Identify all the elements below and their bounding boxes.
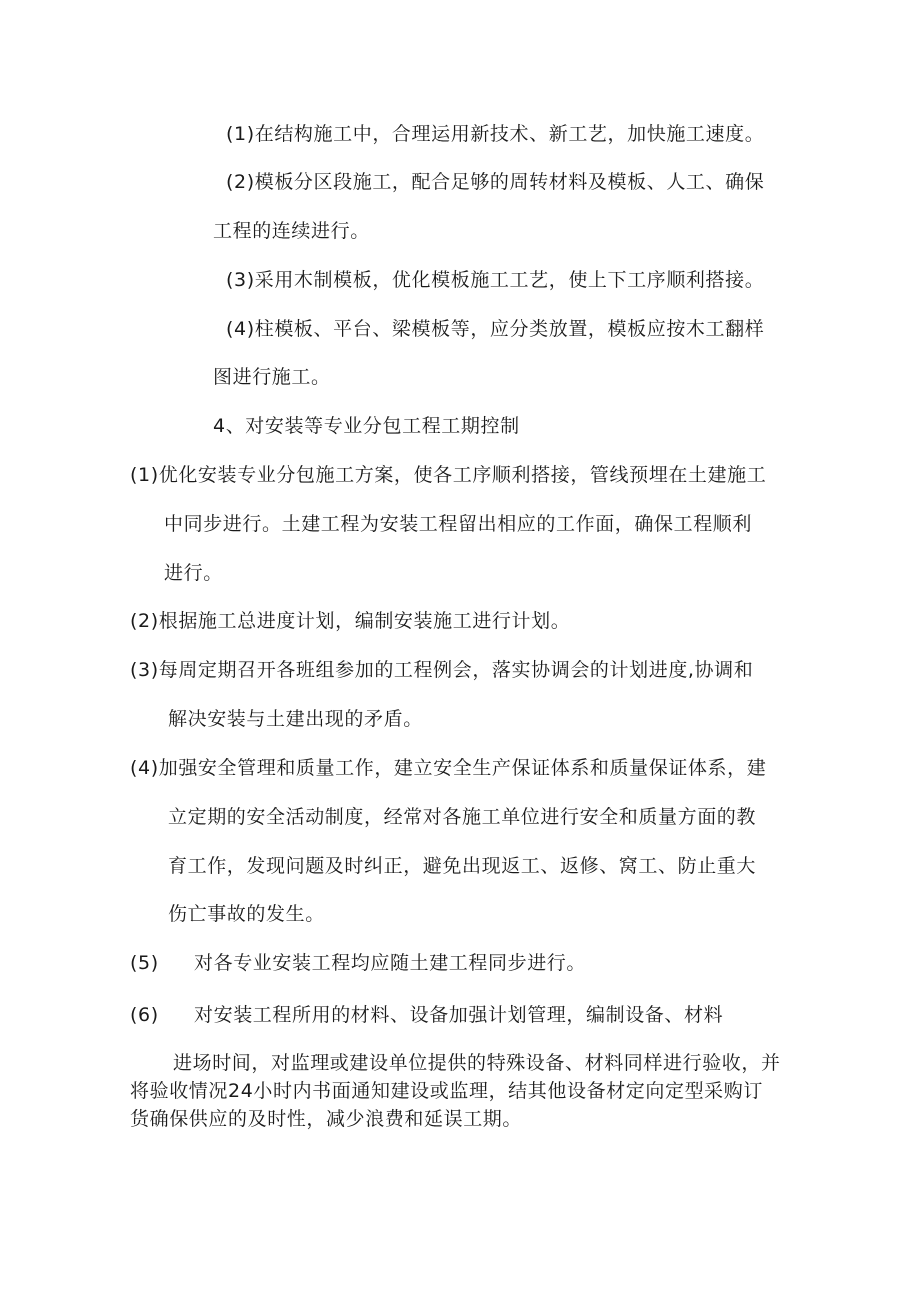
- text-line: (4)加强安全管理和质量工作，建立安全生产保证体系和质量保证体系，建: [130, 757, 767, 779]
- text-line: (4)柱模板、平台、梁模板等，应分类放置，模板应按木工翻样: [226, 318, 765, 340]
- text-line: (1)优化安装专业分包施工方案，使各工序顺利搭接，管线预埋在土建施工: [130, 464, 767, 486]
- text-line: 图进行施工。: [213, 366, 331, 388]
- text-line: 对各专业安装工程均应随土建工程同步进行。: [194, 952, 587, 974]
- text-line: 中同步进行。土建工程为安装工程留出相应的工作面，确保工程顺利: [164, 513, 753, 535]
- text-line: 对安装工程所用的材料、设备加强计划管理，编制设备、材料: [194, 1004, 724, 1026]
- text-line: 将验收情况24小时内书面通知建设或监理，结其他设备材定向定型采购订: [130, 1080, 763, 1102]
- text-line: (1)在结构施工中，合理运用新技术、新工艺，加快施工速度。: [226, 123, 765, 145]
- text-line: (2)模板分区段施工，配合足够的周转材料及模板、人工、确保: [226, 171, 765, 193]
- item-number: (6): [130, 1004, 159, 1026]
- text-line: 工程的连续进行。: [213, 220, 370, 242]
- text-line: 解决安装与土建出现的矛盾。: [168, 708, 423, 730]
- text-line: 进场时间，对监理或建设单位提供的特殊设备、材料同样进行验收，并: [173, 1052, 781, 1074]
- text-line: (3)采用木制模板，优化模板施工工艺，使上下工序顺利搭接。: [226, 269, 765, 291]
- text-line: (3)每周定期召开各班组参加的工程例会，落实协调会的计划进度,协调和: [130, 659, 754, 681]
- item-number: (5): [130, 952, 159, 974]
- text-line: (2)根据施工总进度计划，编制安装施工进行计划。: [130, 610, 571, 632]
- text-line: 伤亡事故的发生。: [168, 903, 325, 925]
- text-line: 进行。: [164, 562, 223, 584]
- text-line: 育工作，发现问题及时纠正，避免出现返工、返修、窝工、防止重大: [168, 855, 757, 877]
- text-line: 立定期的安全活动制度，经常对各施工单位进行安全和质量方面的教: [168, 806, 757, 828]
- section-heading: 4、对安装等专业分包工程工期控制: [213, 415, 520, 437]
- text-line: 货确保供应的及时性，减少浪费和延误工期。: [130, 1108, 523, 1130]
